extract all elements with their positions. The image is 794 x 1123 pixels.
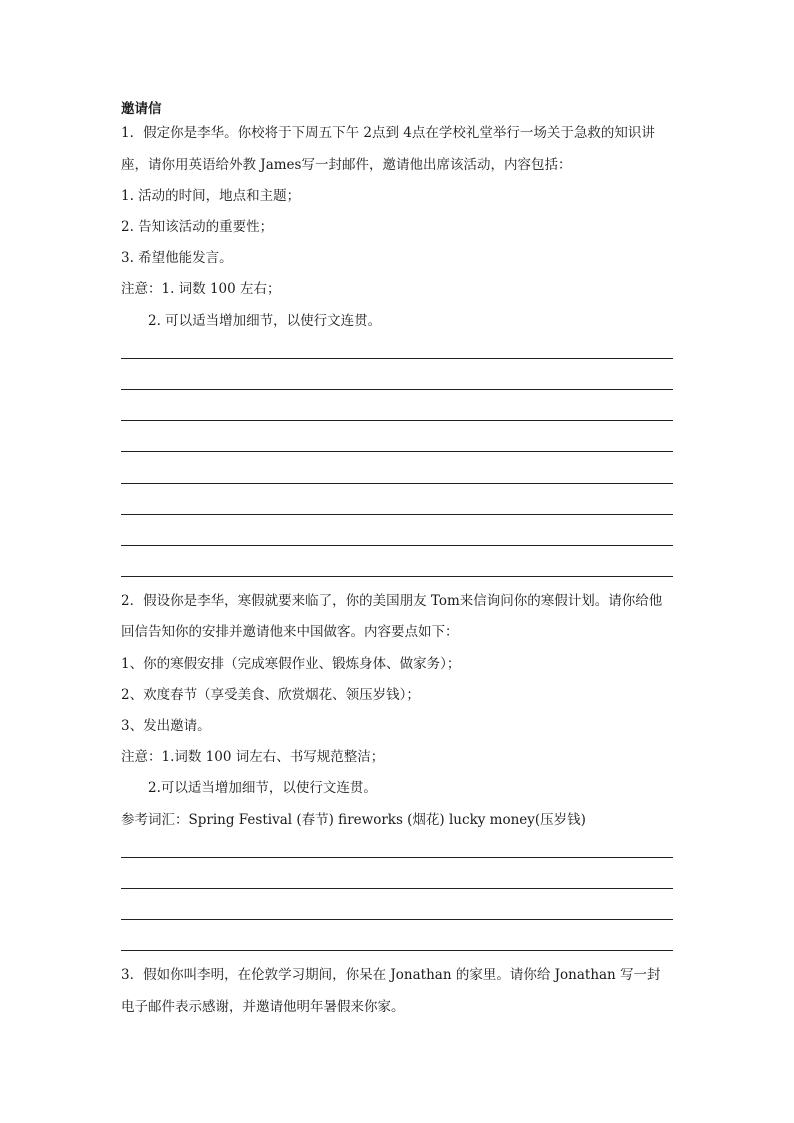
answer-line bbox=[121, 483, 673, 484]
document-title: 邀请信 bbox=[121, 101, 162, 117]
q2-prompt-line-1: 2．假设你是李华，寒假就要来临了，你的美国朋友 Tom来信询问你的寒假计划。请你给他 bbox=[121, 593, 663, 609]
answer-line bbox=[121, 857, 673, 858]
q2-note-2: 2.可以适当增加细节，以使行文连贯。 bbox=[148, 780, 377, 796]
answer-line bbox=[121, 888, 673, 889]
q2-item-3: 3、发出邀请。 bbox=[121, 718, 211, 734]
q3-prompt-line-1: 3．假如你叫李明，在伦敦学习期间，你呆在 Jonathan 的家里。请你给 Jonathan 写一封 bbox=[121, 967, 661, 983]
answer-line bbox=[121, 358, 673, 359]
answer-line bbox=[121, 950, 673, 951]
answer-line bbox=[121, 389, 673, 390]
answer-line bbox=[121, 919, 673, 920]
q1-item-3: 3. 希望他能发言。 bbox=[121, 250, 233, 266]
q1-item-1: 1. 活动的时间，地点和主题； bbox=[121, 188, 301, 204]
q2-item-2: 2、欢度春节（享受美食、欣赏烟花、领压岁钱）； bbox=[121, 687, 420, 703]
q1-item-2: 2. 告知该活动的重要性； bbox=[121, 219, 274, 235]
q1-note-2: 2. 可以适当增加细节，以使行文连贯。 bbox=[148, 313, 382, 329]
answer-line bbox=[121, 420, 673, 421]
answer-line bbox=[121, 545, 673, 546]
answer-line bbox=[121, 514, 673, 515]
q1-note-1: 注意：1. 词数 100 左右； bbox=[121, 281, 281, 297]
q2-vocab: 参考词汇：Spring Festival (春节) fireworks (烟花) lucky money(压岁钱) bbox=[121, 812, 586, 828]
q3-prompt-line-2: 电子邮件表示感谢，并邀请他明年暑假来你家。 bbox=[121, 999, 405, 1015]
answer-line bbox=[121, 451, 673, 452]
q1-prompt-line-1: 1．假定你是李华。你校将于下周五下午 2点到 4点在学校礼堂举行一场关于急救的知识讲 bbox=[121, 125, 655, 141]
q1-prompt-line-2: 座，请你用英语给外教 James写一封邮件，邀请他出席该活动，内容包括： bbox=[121, 157, 572, 173]
q2-item-1: 1、你的寒假安排（完成寒假作业、锻炼身体、做家务）； bbox=[121, 656, 461, 672]
q2-prompt-line-2: 回信告知你的安排并邀请他来中国做客。内容要点如下： bbox=[121, 624, 459, 640]
q2-note-1: 注意：1.词数 100 词左右、书写规范整洁； bbox=[121, 749, 385, 765]
answer-line bbox=[121, 576, 673, 577]
